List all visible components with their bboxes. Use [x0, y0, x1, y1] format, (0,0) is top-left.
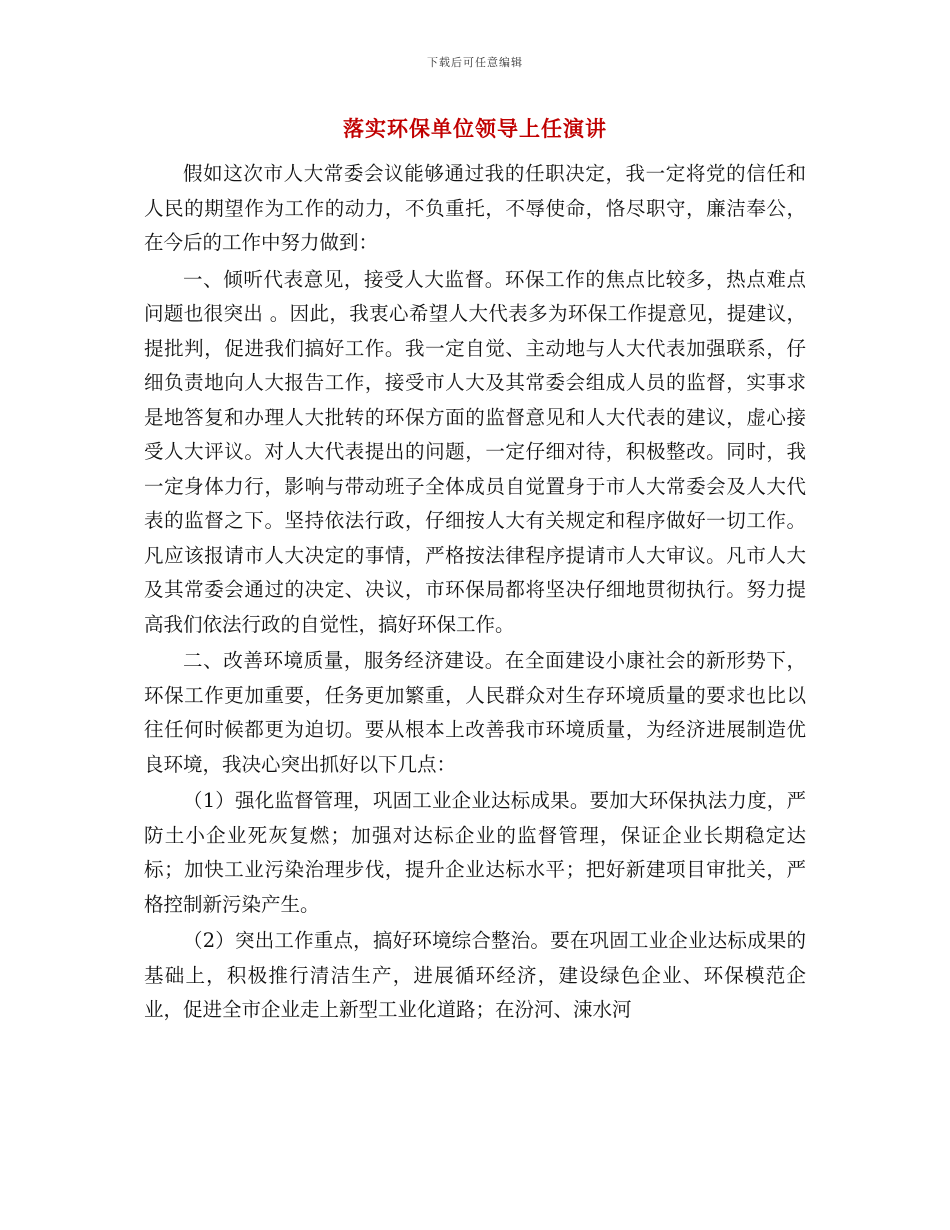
document-body — [144, 157, 806, 1028]
paragraph-item-two: （2）突出工作重点，搞好环境综合整治。要在巩固工业企业达标成果的基础上，积极推行清洁生产，进展循环经济，建设绿色企业、环保模范企业，促进全市企业走上新型工业化道路；在汾河、涑水河 — [144, 929, 806, 1021]
paragraph-intro: 假如这次市人大常委会议能够通过我的任职决定，我一定将党的信任和人民的期望作为工作的动力，不负重托，不辱使命，恪尽职守，廉洁奉公，在今后的工作中努力做到： — [144, 162, 806, 254]
paragraph-section-two: 二、改善环境质量，服务经济建设。在全面建设小康社会的新形势下，环保工作更加重要，任务更加繁重，人民群众对生存环境质量的要求也比以往任何时候都更为迫切。要从根本上改善我市环境质量，为经济进展制造优良环境，我决心突出抓好以下几点： — [144, 649, 806, 776]
paragraph-section-one: 一、倾听代表意见，接受人大监督。环保工作的焦点比较多，热点难点问题也很突出 。因此，我衷心希望人大代表多为环保工作提意见，提建议，提批判，促进我们搞好工作。我一定自觉、主动地与人大代表加强联系，仔细负责地向人大报告工作，接受市人大及其常委会组成人员的监督，实事求是地答复和办理人大批转的环保方面的监督意见和人大代表的建议，虚心接受人大评议。对人大代表提出的问题，一定仔细对待，积极整改。同时，我一定身体力行，影响与带动班子全体成员自觉置身于市人大常委会及人大代表的监督之下。坚持依法行政，仔细按人大有关规定和程序做好一切工作。凡应该报请市人大决定的事情，严格按法律程序提请市人大审议。凡市人大及其常委会通过的决定、决议，市环保局都将坚决仔细地贯彻执行。努力提高我们依法行政的自觉性，搞好环保工作。 — [144, 267, 806, 636]
paragraph-item-one: （1）强化监督管理，巩固工业企业达标成果。要加大环保执法力度，严防土小企业死灰复燃；加强对达标企业的监督管理，保证企业长期稳定达标；加快工业污染治理步伐，提升企业达标水平；把好新建项目审批关，严格控制新污染产生。 — [144, 789, 806, 916]
document-title: 落实环保单位领导上任演讲 — [343, 116, 607, 141]
header-note: 下载后可任意编辑 — [427, 56, 523, 69]
